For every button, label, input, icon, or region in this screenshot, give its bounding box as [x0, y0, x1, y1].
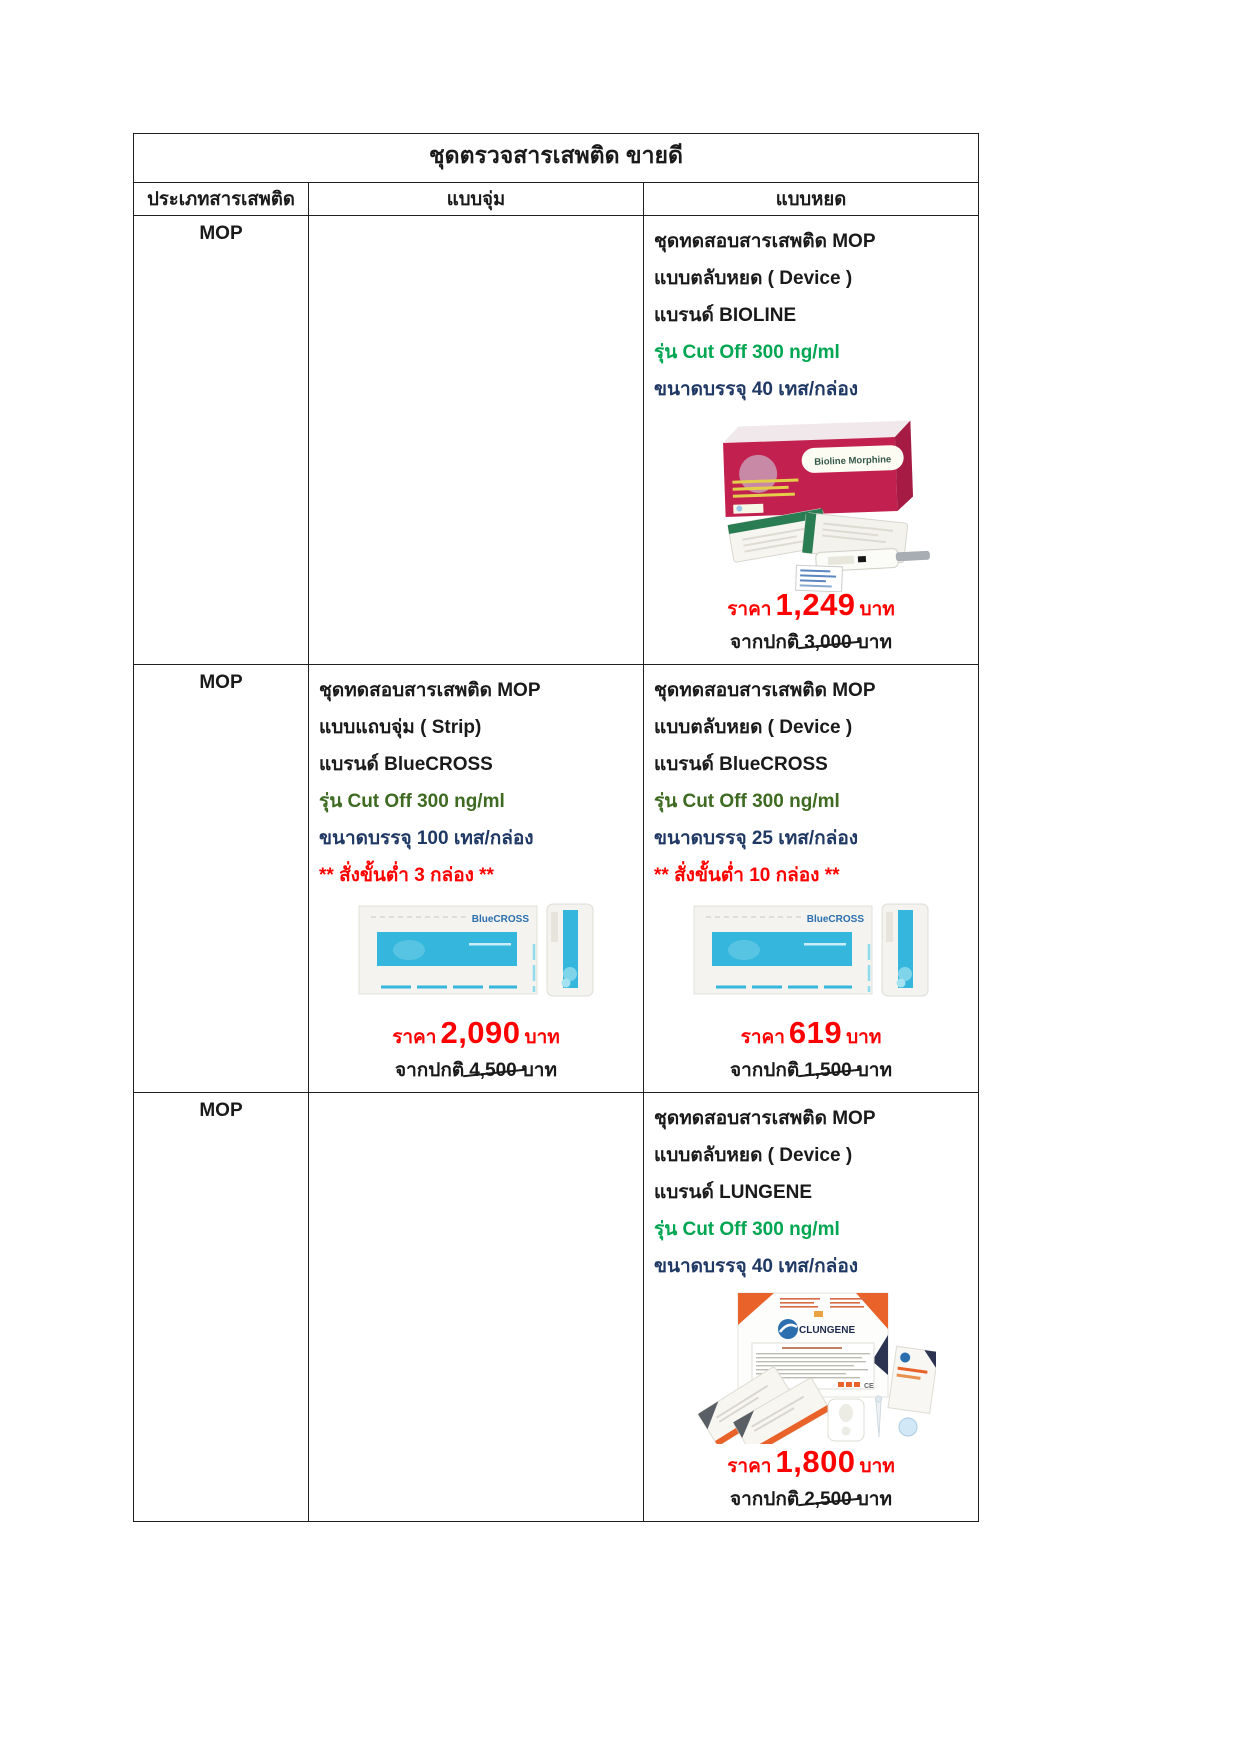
price-amount: 1,800 [775, 1444, 856, 1479]
product-form: แบบแถบจุ่ม ( Strip) [319, 717, 482, 738]
header-row [134, 183, 979, 216]
empty-dip-cell [309, 1093, 644, 1522]
column-header-drop-type: แบบหยด [644, 183, 979, 216]
product-cell-bluecross-device [644, 665, 979, 1093]
price-currency: บาท [524, 1027, 560, 1048]
original-price-label: จากปกติ [394, 1060, 465, 1081]
product-name: ชุดทดสอบสารเสพติด MOP [319, 680, 541, 701]
bluecross-box-label: BlueCROSS [806, 914, 864, 925]
product-photo-bluecross-device [654, 902, 968, 1004]
product-photo-lungene [654, 1289, 968, 1450]
original-price-label: จากปกติ [729, 1060, 800, 1081]
empty-dip-cell [309, 216, 644, 665]
product-table [133, 133, 979, 1522]
drug-type-cell: MOP [134, 665, 309, 1093]
product-model: รุ่น Cut Off 300 ng/ml [654, 791, 840, 812]
price-block [644, 1016, 978, 1084]
price-currency: บาท [859, 599, 895, 620]
product-model: รุ่น Cut Off 300 ng/ml [654, 1219, 840, 1240]
table-row [134, 665, 979, 1093]
sale-price [644, 588, 978, 627]
column-header-dip-type: แบบจุ่ม [309, 183, 644, 216]
price-currency: บาท [859, 1456, 895, 1477]
column-header-drug-type: ประเภทสารเสพติด [134, 183, 309, 216]
bioline-box-label: Bioline Morphine [814, 454, 892, 468]
price-block [644, 1445, 978, 1513]
price-label: ราคา [727, 599, 772, 620]
price-label: ราคา [740, 1027, 785, 1048]
original-price-currency: บาท [521, 1060, 558, 1081]
product-cell-bluecross-strip [309, 665, 644, 1093]
product-name: ชุดทดสอบสารเสพติด MOP [654, 231, 876, 252]
price-label: ราคา [392, 1027, 437, 1048]
original-price-currency: บาท [856, 1060, 893, 1081]
product-name: ชุดทดสอบสารเสพติด MOP [654, 680, 876, 701]
price-amount: 1,249 [775, 587, 856, 622]
minimum-order-note: ** สั่งขั้นต่ำ 10 กล่อง ** [654, 865, 840, 886]
title-row [134, 134, 979, 183]
original-price-label: จากปกติ [729, 1489, 800, 1510]
original-price [644, 630, 978, 656]
product-brand: แบรนด์ BlueCROSS [319, 754, 493, 775]
product-photo-bluecross-strip [319, 902, 633, 1004]
price-amount: 619 [788, 1015, 843, 1050]
product-cell-bioline-device [644, 216, 979, 665]
product-form: แบบตลับหยด ( Device ) [654, 268, 853, 289]
table-row [134, 216, 979, 665]
original-price-label: จากปกติ [729, 632, 800, 653]
svg-text:CE: CE [864, 1383, 874, 1390]
table-row [134, 1093, 979, 1522]
price-block [309, 1016, 643, 1084]
minimum-order-note: ** สั่งขั้นต่ำ 3 กล่อง ** [319, 865, 494, 886]
product-name: ชุดทดสอบสารเสพติด MOP [654, 1108, 876, 1129]
product-package: ขนาดบรรจุ 40 เทส/กล่อง [654, 379, 859, 400]
lungene-box-label: CLUNGENE [799, 1325, 856, 1336]
drug-type-cell: MOP [134, 216, 309, 665]
original-price-amount: 4,500 [469, 1058, 517, 1084]
product-form: แบบตลับหยด ( Device ) [654, 717, 853, 738]
original-price-amount: 1,500 [804, 1058, 852, 1084]
original-price [309, 1058, 643, 1084]
sale-price [644, 1445, 978, 1484]
original-price [644, 1487, 978, 1513]
product-package: ขนาดบรรจุ 25 เทส/กล่อง [654, 828, 859, 849]
original-price-amount: 3,000 [804, 630, 852, 656]
product-model: รุ่น Cut Off 300 ng/ml [654, 342, 840, 363]
sale-price [309, 1016, 643, 1055]
product-cell-lungene-device [644, 1093, 979, 1522]
bluecross-box-label: BlueCROSS [471, 914, 529, 925]
product-form: แบบตลับหยด ( Device ) [654, 1145, 853, 1166]
product-brand: แบรนด์ BIOLINE [654, 305, 797, 326]
price-currency: บาท [846, 1027, 882, 1048]
original-price-amount: 2,500 [804, 1487, 852, 1513]
sale-price [644, 1016, 978, 1055]
original-price [644, 1058, 978, 1084]
table-title: ชุดตรวจสารเสพติด ขายดี [134, 134, 979, 183]
product-brand: แบรนด์ LUNGENE [654, 1182, 813, 1203]
price-amount: 2,090 [440, 1015, 521, 1050]
product-package: ขนาดบรรจุ 100 เทส/กล่อง [319, 828, 534, 849]
product-model: รุ่น Cut Off 300 ng/ml [319, 791, 505, 812]
price-block [644, 588, 978, 656]
original-price-currency: บาท [856, 1489, 893, 1510]
drug-type-cell: MOP [134, 1093, 309, 1522]
product-brand: แบรนด์ BlueCROSS [654, 754, 828, 775]
price-label: ราคา [727, 1456, 772, 1477]
original-price-currency: บาท [856, 632, 893, 653]
product-package: ขนาดบรรจุ 40 เทส/กล่อง [654, 1256, 859, 1277]
product-photo-bioline [654, 414, 968, 598]
